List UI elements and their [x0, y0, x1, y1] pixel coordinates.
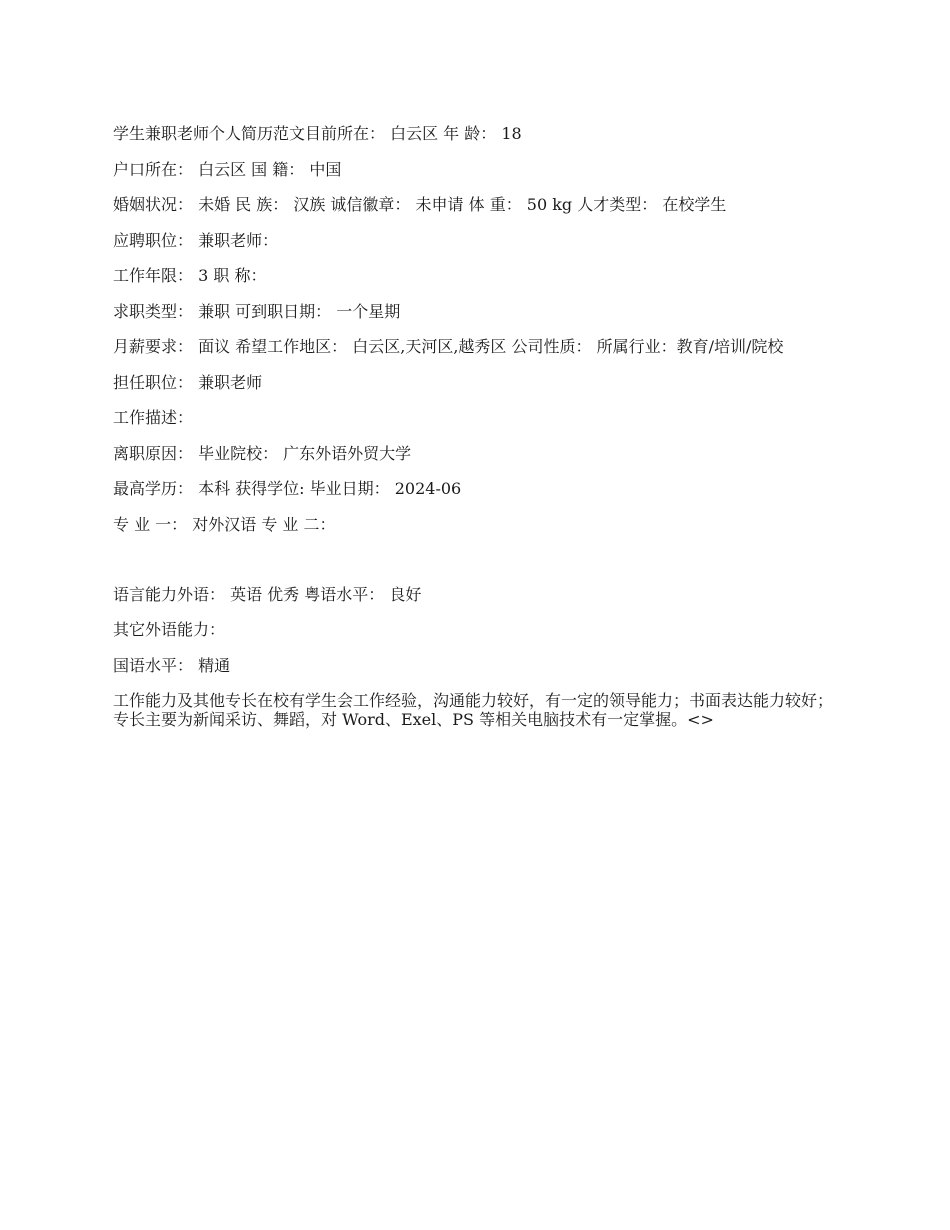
line-held-position: 担任职位： 兼职老师 — [113, 372, 263, 392]
line-marital-ethnicity-weight: 婚姻状况： 未婚 民 族： 汉族 诚信徽章： 未申请 体 重： 50 kg 人才类型： 在校学生 — [113, 195, 727, 214]
line-education-graduation: 最高学历： 本科 获得学位: 毕业日期： 2024-06 — [113, 479, 462, 498]
line-mandarin-level: 国语水平： 精通 — [113, 655, 231, 675]
line-other-languages: 其它外语能力： — [113, 620, 226, 639]
line-job-description: 工作描述： — [113, 408, 194, 427]
line-work-years-title: 工作年限： 3 职 称： — [113, 266, 267, 285]
resume-document — [113, 124, 840, 746]
line-job-type-start-date: 求职类型： 兼职 可到职日期： 一个星期 — [113, 301, 401, 321]
line-skills-summary: 工作能力及其他专长在校有学生会工作经验，沟通能力较好，有一定的领导能力；书面表达能力较好；专长主要为新闻采访、舞蹈，对 Word、Exel、PS 等相关电脑技术有一定掌握。<> — [113, 691, 834, 729]
line-current-location-age: 学生兼职老师个人简历范文目前所在： 白云区 年 龄： 18 — [113, 124, 522, 143]
line-leave-reason-school: 离职原因： 毕业院校： 广东外语外贸大学 — [113, 443, 412, 463]
line-language-ability: 语言能力外语： 英语 优秀 粤语水平： 良好 — [113, 584, 422, 604]
line-majors: 专 业 一： 对外汉语 专 业 二： — [113, 514, 336, 534]
line-salary-region-industry: 月薪要求： 面议 希望工作地区： 白云区,天河区,越秀区 公司性质： 所属行业：教育/培训/院校 — [113, 337, 784, 356]
line-hukou-nationality: 户口所在： 白云区 国 籍： 中国 — [113, 159, 342, 179]
line-applied-position: 应聘职位： 兼职老师： — [113, 230, 279, 250]
